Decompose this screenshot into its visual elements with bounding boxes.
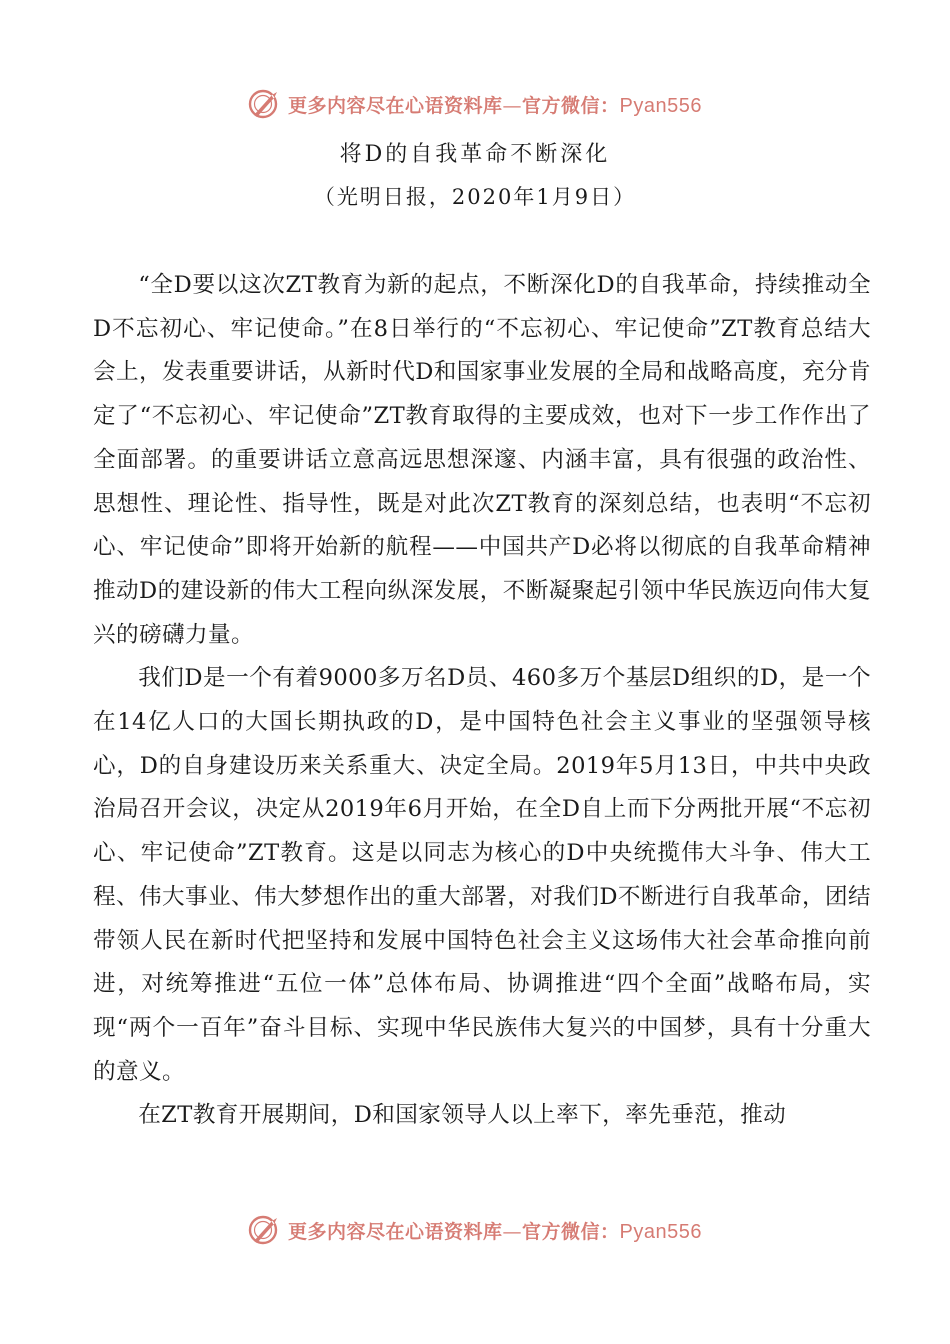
pen-nib-logo-icon: [248, 87, 282, 121]
watermark-footer: [0, 1210, 950, 1250]
source-line: （光明日报，2020年1月9日）: [313, 185, 637, 209]
article-body: [93, 264, 871, 1138]
paragraph: 在ZT教育开展期间，D和国家领导人以上率下，率先垂范，推动: [138, 1102, 787, 1129]
paragraph: 我们D是一个有着9000多万名D员、460多万个基层D组织的D，是一个在14亿人口的大国长期执政的D，是中国特色社会主义事业的坚强领导核心，D的自身建设历来关系重大、决定全局。2019年5月13日，中共中央政治局召开会议，决定从2019年6月开始，在全D自上而下分两批开展“不忘初心、牢记使命”ZT教育。这是以同志为核心的D中央统揽伟大斗争、伟大工程、伟大事业、伟大梦想作出的重大部署，对我们D不断进行自我革命，团结带领人民在新时代把坚持和发展中国特色社会主义这场伟大社会革命推向前进，对统筹推进“五位一体”总体布局、协调推进“四个全面”战略布局，实现“两个一百年”奋斗目标、实现中华民族伟大复兴的中国梦，具有十分重大的意义。: [93, 665, 871, 1085]
watermark-text: 更多内容尽在心语资料库—官方微信：Pyan556: [288, 94, 702, 117]
watermark-text: 更多内容尽在心语资料库—官方微信：Pyan556: [288, 1220, 702, 1243]
watermark-header: [0, 84, 950, 124]
pen-nib-logo-icon: [248, 1213, 282, 1247]
paragraph: “全D要以这次ZT教育为新的起点，不断深化D的自我革命，持续推动全D不忘初心、牢记使命。”在8日举行的“不忘初心、牢记使命”ZT教育总结大会上，发表重要讲话，从新时代D和国家事业发展的全局和战略高度，充分肯定了“不忘初心、牢记使命”ZT教育取得的主要成效，也对下一步工作作出了全面部署。的重要讲话立意高远思想深邃、内涵丰富，具有很强的政治性、思想性、理论性、指导性，既是对此次ZT教育的深刻总结，也表明“不忘初心、牢记使命”即将开始新的航程——中国共产D必将以彻底的自我革命精神推动D的建设新的伟大工程向纵深发展，不断凝聚起引领中华民族迈向伟大复兴的磅礴力量。: [93, 272, 871, 648]
page-title: 将D的自我革命不断深化: [339, 142, 611, 167]
